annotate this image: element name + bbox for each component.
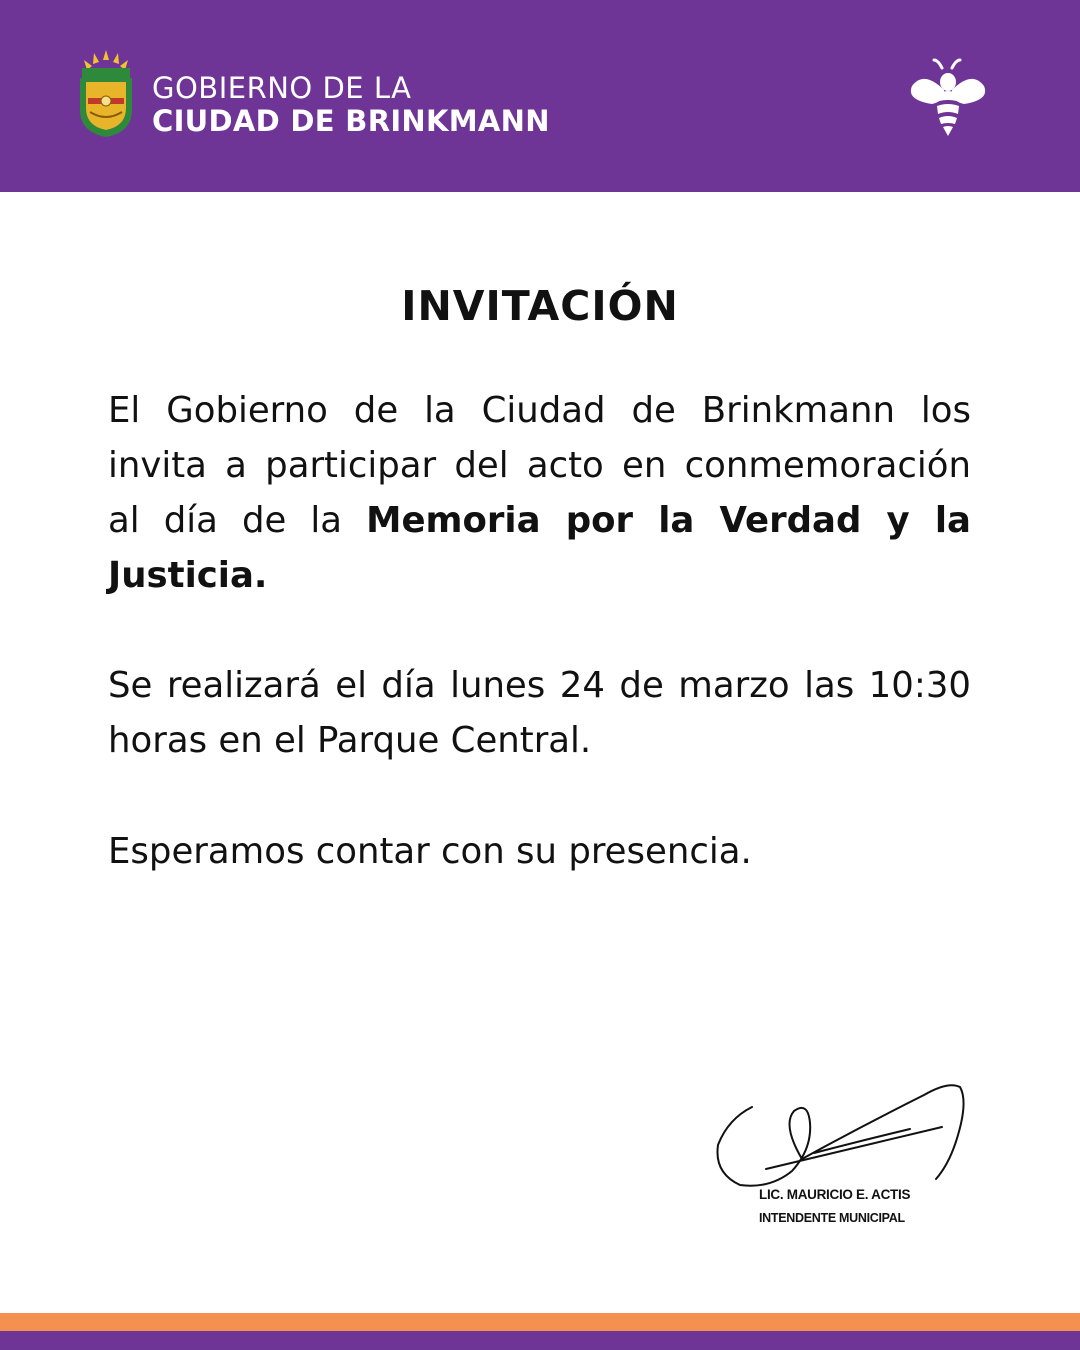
invitation-text: El Gobierno de la Ciudad de Brinkmann los invita a participar del acto en conmemoración al día de la [108,390,971,541]
bee-icon [906,56,990,138]
page-title: INVITACIÓN [401,282,679,330]
signature-name: LIC. MAURICIO E. ACTIS [759,1187,911,1202]
invitation-paragraph [108,383,971,603]
header-banner [0,0,1080,192]
signature-role: INTENDENTE MUNICIPAL [759,1211,905,1225]
handwritten-signature [710,1075,980,1190]
event-name-bold: Memoria por la Verdad y la Justicia. [108,500,971,596]
event-details-paragraph: Se realizará el día lunes 24 de marzo las 10:30 horas en el Parque Central. [108,665,971,761]
footer-stripe-purple [0,1331,1080,1350]
closing-paragraph: Esperamos contar con su presencia. [108,831,752,872]
footer-stripe-orange [0,1313,1080,1331]
brand-line-1: GOBIERNO DE LA [152,71,412,105]
city-crest-icon [76,50,136,138]
brand-line-2: CIUDAD DE BRINKMANN [152,104,550,138]
